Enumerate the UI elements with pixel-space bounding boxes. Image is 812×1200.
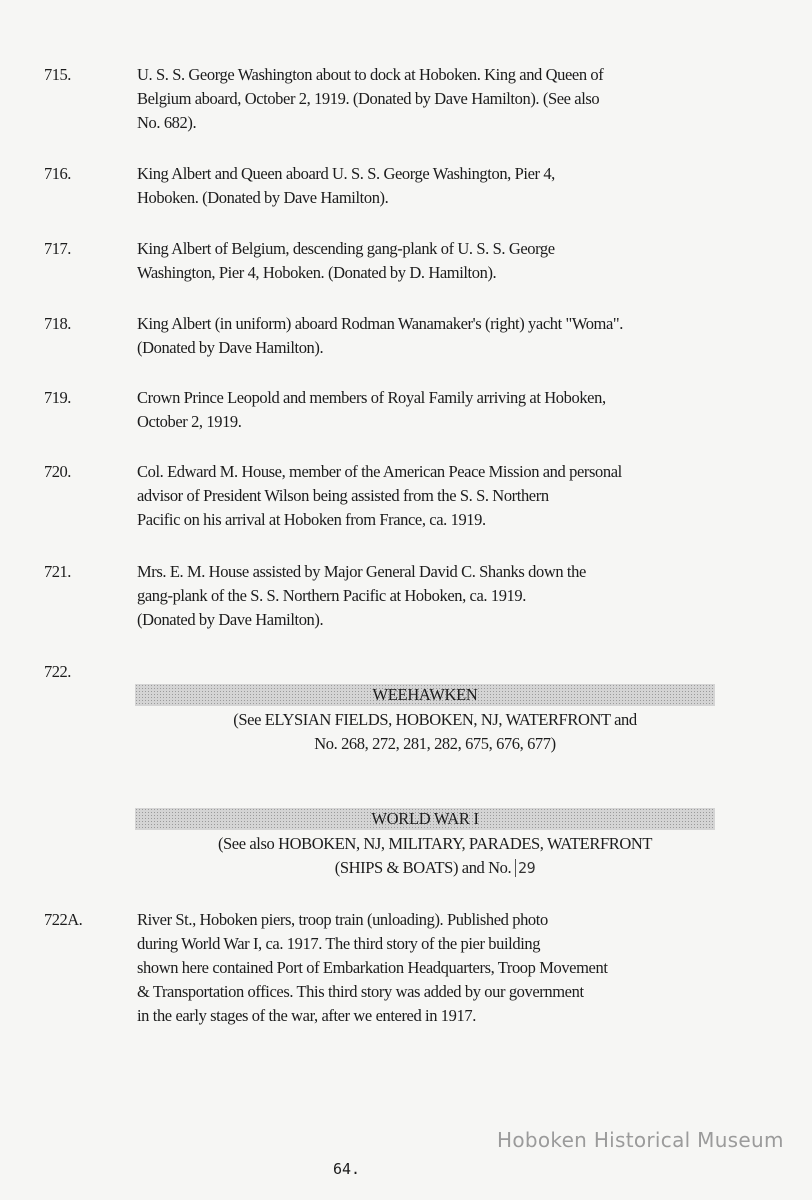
note-line (135, 856, 735, 880)
entry-line: King Albert of Belgium, descending gang-plank of U. S. S. George (137, 239, 555, 258)
entry-line: Pacific on his arrival at Hoboken from France, ca. 1919. (137, 510, 486, 529)
entry-line: Crown Prince Leopold and members of Royal Family arriving at Hoboken, (137, 388, 606, 407)
entry-line: Washington, Pier 4, Hoboken. (Donated by D. Hamilton). (137, 263, 497, 282)
entry-line: October 2, 1919. (137, 412, 242, 431)
entry-line: (Donated by Dave Hamilton). (137, 338, 324, 357)
entry-line: shown here contained Port of Embarkation Headquarters, Troop Movement (137, 958, 608, 977)
entry-number: 720. (44, 462, 71, 481)
handwritten-number: 29 (515, 859, 535, 877)
entry-number: 719. (44, 388, 71, 407)
entry-line: & Transportation offices. This third story was added by our government (137, 982, 584, 1001)
entry-line: Mrs. E. M. House assisted by Major General David C. Shanks down the (137, 562, 586, 581)
entry-line: Belgium aboard, October 2, 1919. (Donated by Dave Hamilton). (See also (137, 89, 600, 108)
entry-number: 721. (44, 562, 71, 581)
entry-line: River St., Hoboken piers, troop train (unloading). Published photo (137, 910, 548, 929)
section-heading-world-war: WORLD WAR I (135, 808, 715, 830)
entry-line: U. S. S. George Washington about to dock at Hoboken. King and Queen of (137, 65, 604, 84)
museum-watermark: Hoboken Historical Museum (497, 1128, 784, 1152)
entry-number: 718. (44, 314, 71, 333)
entry-description (137, 460, 697, 532)
entry-line: No. 682). (137, 113, 197, 132)
section-heading-weehawken: WEEHAWKEN (135, 684, 715, 706)
note-line: No. 268, 272, 281, 282, 675, 676, 677) (314, 734, 556, 753)
entry-line: (Donated by Dave Hamilton). (137, 610, 324, 629)
entry-line: Hoboken. (Donated by Dave Hamilton). (137, 188, 389, 207)
entry-description (137, 312, 697, 360)
note-line: (See ELYSIAN FIELDS, HOBOKEN, NJ, WATERFRONT and (233, 710, 637, 729)
entry-number: 715. (44, 65, 71, 84)
entry-line: during World War I, ca. 1917. The third story of the pier building (137, 934, 541, 953)
entry-number: 716. (44, 164, 71, 183)
entry-description (137, 162, 697, 210)
entry-description (137, 386, 697, 434)
entry-number: 722. (44, 662, 71, 681)
note-line: (See also HOBOKEN, NJ, MILITARY, PARADES, WATERFRONT (217, 834, 653, 853)
entry-number: 717. (44, 239, 71, 258)
world-war-see-also (135, 832, 735, 880)
entry-line: King Albert and Queen aboard U. S. S. George Washington, Pier 4, (137, 164, 555, 183)
entry-description (137, 908, 697, 1028)
entry-line: gang-plank of the S. S. Northern Pacific at Hoboken, ca. 1919. (137, 586, 526, 605)
entry-line: in the early stages of the war, after we entered in 1917. (137, 1006, 476, 1025)
entry-description (137, 560, 697, 632)
note-line-text: (SHIPS & BOATS) and No. (334, 858, 512, 877)
entry-line: advisor of President Wilson being assisted from the S. S. Northern (137, 486, 549, 505)
entry-line: King Albert (in uniform) aboard Rodman Wanamaker's (right) yacht "Woma". (137, 314, 623, 333)
page-number: 64. (333, 1160, 361, 1178)
entry-description (137, 237, 697, 285)
entry-description (137, 63, 697, 135)
entry-number: 722A. (44, 910, 83, 929)
weehawken-see-also (135, 708, 735, 756)
entry-line: Col. Edward M. House, member of the American Peace Mission and personal (137, 462, 622, 481)
